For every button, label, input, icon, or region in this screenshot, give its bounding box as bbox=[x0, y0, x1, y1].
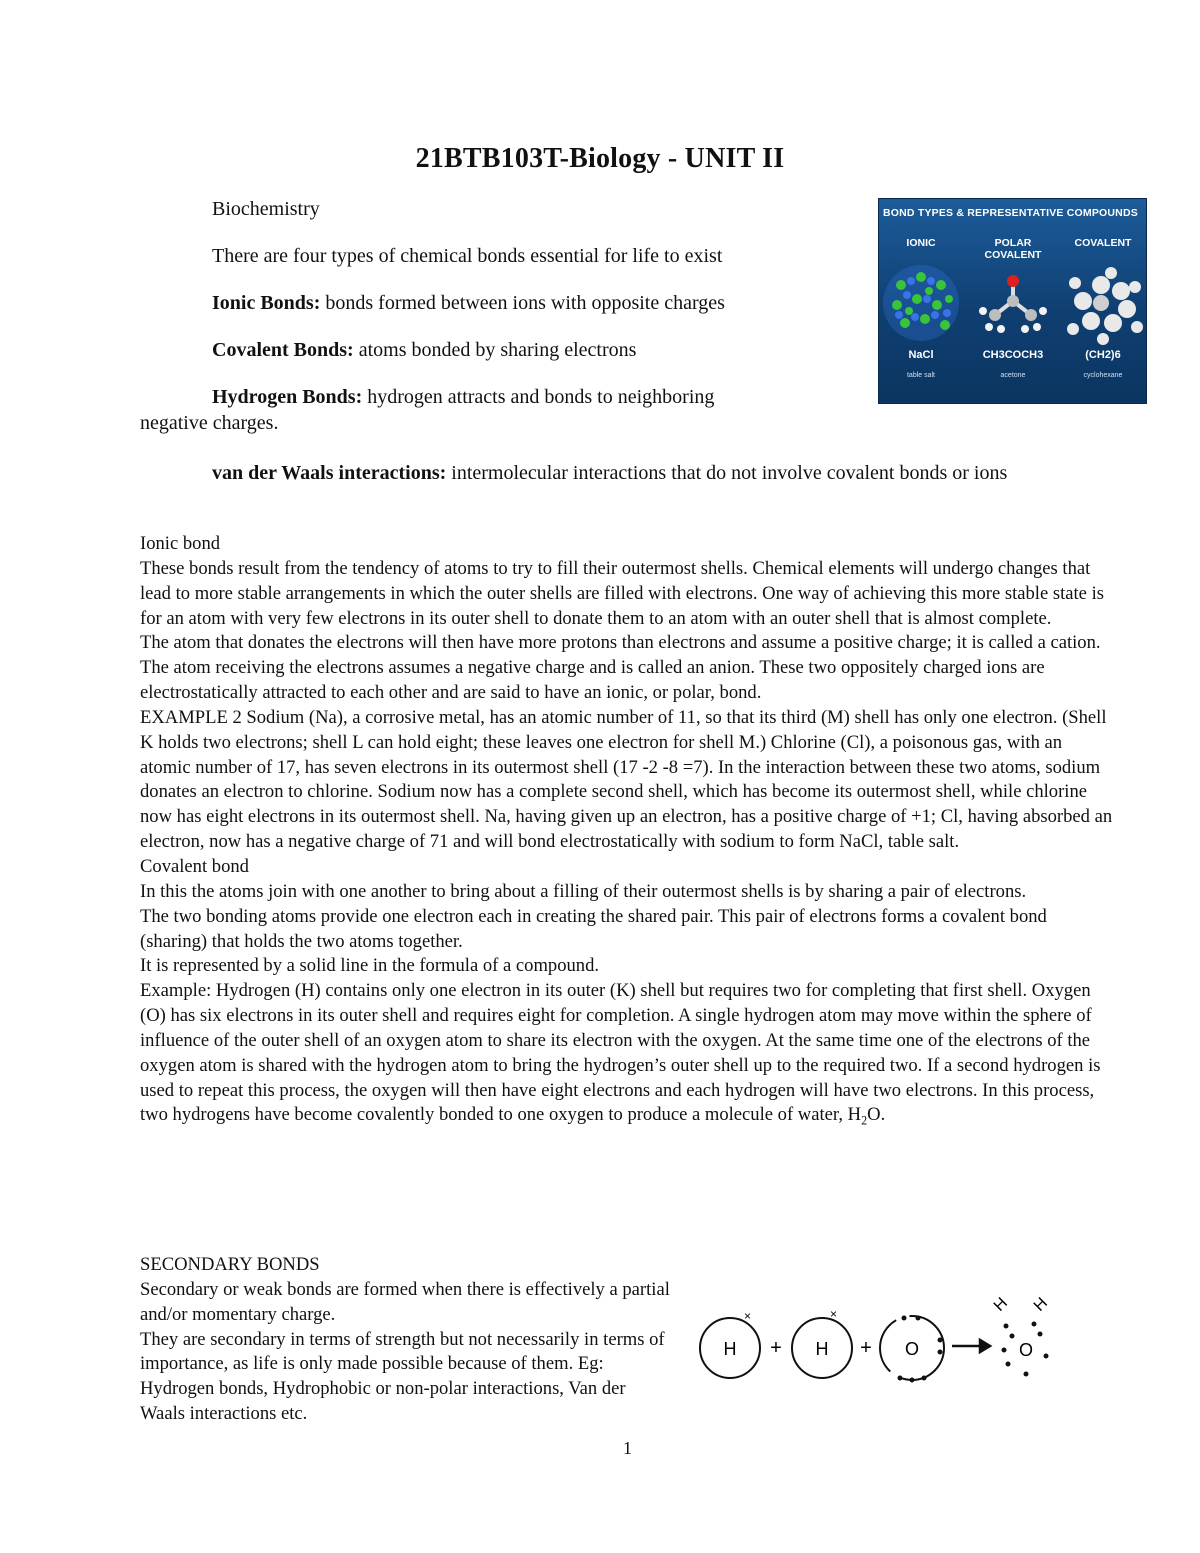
ionic-paragraph-2: The atom that donates the electrons will then have more protons than electrons and assume a positive charge; it is called a cation. bbox=[140, 632, 1101, 654]
molecule-models-illustration bbox=[879, 255, 1148, 355]
water-formation-diagram bbox=[690, 1290, 1060, 1400]
secondary-bonds-heading: SECONDARY BONDS bbox=[140, 1254, 320, 1275]
covalent-paragraph-2: The two bonding atoms provide one electron each in creating the shared pair. This pair of electrons forms a covalent bond (sharing) that holds the two atoms together. bbox=[140, 905, 1047, 952]
infographic-name-cyclohexane: cyclohexane bbox=[1083, 372, 1123, 379]
page-title: 21BTB103T-Biology - UNIT II bbox=[415, 143, 785, 174]
secondary-paragraph-2: They are secondary in terms of strength but not necessarily in terms of importance, as life is only made possible because of them. Eg: Hydrogen bonds, Hydrophobic or non-polar interactions, Van der Waals interactions etc. bbox=[140, 1328, 665, 1425]
infographic-formula-acetone: CH3COCH3 bbox=[982, 349, 1044, 361]
infographic-name-nacl: table salt bbox=[906, 372, 936, 379]
hydrogen-1-label: H bbox=[723, 1339, 737, 1359]
water-molecule-icon bbox=[991, 1295, 1051, 1377]
oxygen-label: O bbox=[904, 1339, 920, 1359]
water-subscript: 2 bbox=[861, 1114, 868, 1129]
plus-sign-2: + bbox=[860, 1337, 872, 1359]
nacl-lattice-icon bbox=[883, 265, 959, 341]
covalent-bond-heading: Covalent bond bbox=[140, 855, 249, 877]
covalent-example-paragraph bbox=[140, 979, 1115, 1134]
product-oxygen-label: O bbox=[1018, 1340, 1034, 1360]
hydrogen-bonds-item bbox=[140, 384, 840, 410]
ionic-bonds-item bbox=[140, 290, 840, 316]
intro-lead: There are four types of chemical bonds essential for life to exist bbox=[212, 245, 723, 267]
vdw-def: intermolecular interactions that do not involve covalent bonds or ions bbox=[446, 462, 1008, 484]
intro-section bbox=[140, 196, 840, 436]
product-hydrogen-2-label: H bbox=[1030, 1294, 1052, 1315]
ionic-example-paragraph: EXAMPLE 2 Sodium (Na), a corrosive metal, has an atomic number of 11, so that its third (M) shell has only one electron. (Shell K holds two electrons; shell L can hold eight; these leaves one electron for shell M.) Chlorine (Cl), a poisonous gas, with an atomic number of 17, has seven electrons in its outermost shell (17 -2 -8 =7). In the interaction between these two atoms, sodium donates an electron to chlorine. Sodium now has a complete second shell, which has become its outermost shell, while chlorine now has eight electrons in its outermost shell. Na, having given up an electron, has a positive charge of +1; Cl, having absorbed an electron, now has a negative charge of 71 and will bond electrostatically with sodium to form NaCl, table salt. bbox=[140, 706, 1113, 853]
plus-sign-1: + bbox=[770, 1337, 782, 1359]
infographic-label-covalent: COVALENT bbox=[1074, 237, 1132, 249]
covalent-example-text: Example: Hydrogen (H) contains only one electron in its outer (K) shell but requires two for completing that first shell. Oxygen (O) has six electrons in its outer shell and requires eight for completion. A single hydrogen atom may move within the sphere of influence of the outer shell of an oxygen atom to share its electron with the oxygen. At the same time one of the electrons of the oxygen atom is shared with the hydrogen atom to bring the hydrogen’s outer shell up to the required two. If a second hydrogen is used to repeat this process, the oxygen will then have eight electrons and each hydrogen will have two electrons. In this process, two hydrogens have become covalently bonded to one oxygen to produce a molecule of water, H bbox=[140, 980, 1101, 1126]
ionic-bond-heading: Ionic bond bbox=[140, 533, 221, 554]
vdw-term: van der Waals interactions: bbox=[212, 462, 447, 484]
vdw-item bbox=[140, 460, 1115, 486]
infographic-label-ionic: IONIC bbox=[906, 237, 936, 249]
covalent-bonds-item bbox=[140, 337, 840, 363]
covalent-example-end: O. bbox=[867, 1104, 886, 1126]
covalent-paragraph-1: In this the atoms join with one another to bring about a filling of their outermost shells is by sharing a pair of electrons. bbox=[140, 880, 1027, 902]
infographic-title: BOND TYPES & REPRESENTATIVE COMPOUNDS bbox=[883, 207, 1138, 219]
page-number: 1 bbox=[623, 1438, 632, 1458]
bond-types-infographic bbox=[878, 198, 1147, 404]
acetone-molecule-icon bbox=[979, 275, 1047, 333]
infographic-formula-cyclohexane: (CH2)6 bbox=[1085, 349, 1121, 361]
infographic-label-polar-covalent: POLAR COVALENT bbox=[984, 237, 1042, 261]
svg-text:×: × bbox=[744, 1309, 752, 1323]
covalent-bonds-def: atoms bonded by sharing electrons bbox=[353, 339, 637, 361]
ionic-paragraph-1: These bonds result from the tendency of atoms to try to fill their outermost shells. Chemical elements will undergo changes that lead to more stable arrangements in which the outer shells are filled with electrons. One way of achieving this more stable state is for an atom with very few electrons in its outer shell to donate them to an atom with an outer shell that is almost complete. bbox=[140, 557, 1104, 629]
covalent-bonds-term: Covalent Bonds: bbox=[212, 339, 354, 361]
ionic-bonds-def: bonds formed between ions with opposite charges bbox=[320, 292, 725, 314]
ionic-bonds-term: Ionic Bonds: bbox=[212, 292, 321, 314]
main-body-text bbox=[140, 532, 1115, 1134]
arrow-icon bbox=[952, 1340, 990, 1352]
cyclohexane-molecule-icon bbox=[1067, 267, 1143, 345]
hydrogen-bonds-term: Hydrogen Bonds: bbox=[212, 386, 363, 408]
biochemistry-heading: Biochemistry bbox=[212, 198, 320, 220]
ionic-paragraph-3: The atom receiving the electrons assumes a negative charge and is called an anion. These two oppositely charged ions are electrostatically attracted to each other and are said to have an ionic, or polar, bond. bbox=[140, 657, 1045, 704]
infographic-name-acetone: acetone bbox=[1000, 372, 1026, 379]
secondary-paragraph-1: Secondary or weak bonds are formed when there is effectively a partial and/or momentary charge. bbox=[140, 1278, 670, 1325]
hydrogen-bonds-def: hydrogen attracts and bonds to neighboring bbox=[362, 386, 715, 408]
hydrogen-bonds-def-cont: negative charges. bbox=[140, 412, 279, 434]
covalent-paragraph-3: It is represented by a solid line in the formula of a compound. bbox=[140, 955, 600, 977]
hydrogen-2-label: H bbox=[815, 1339, 829, 1359]
infographic-formula-nacl: NaCl bbox=[908, 349, 934, 361]
secondary-bonds-section bbox=[140, 1253, 670, 1427]
svg-text:×: × bbox=[830, 1307, 838, 1321]
product-hydrogen-1-label: H bbox=[990, 1294, 1012, 1315]
